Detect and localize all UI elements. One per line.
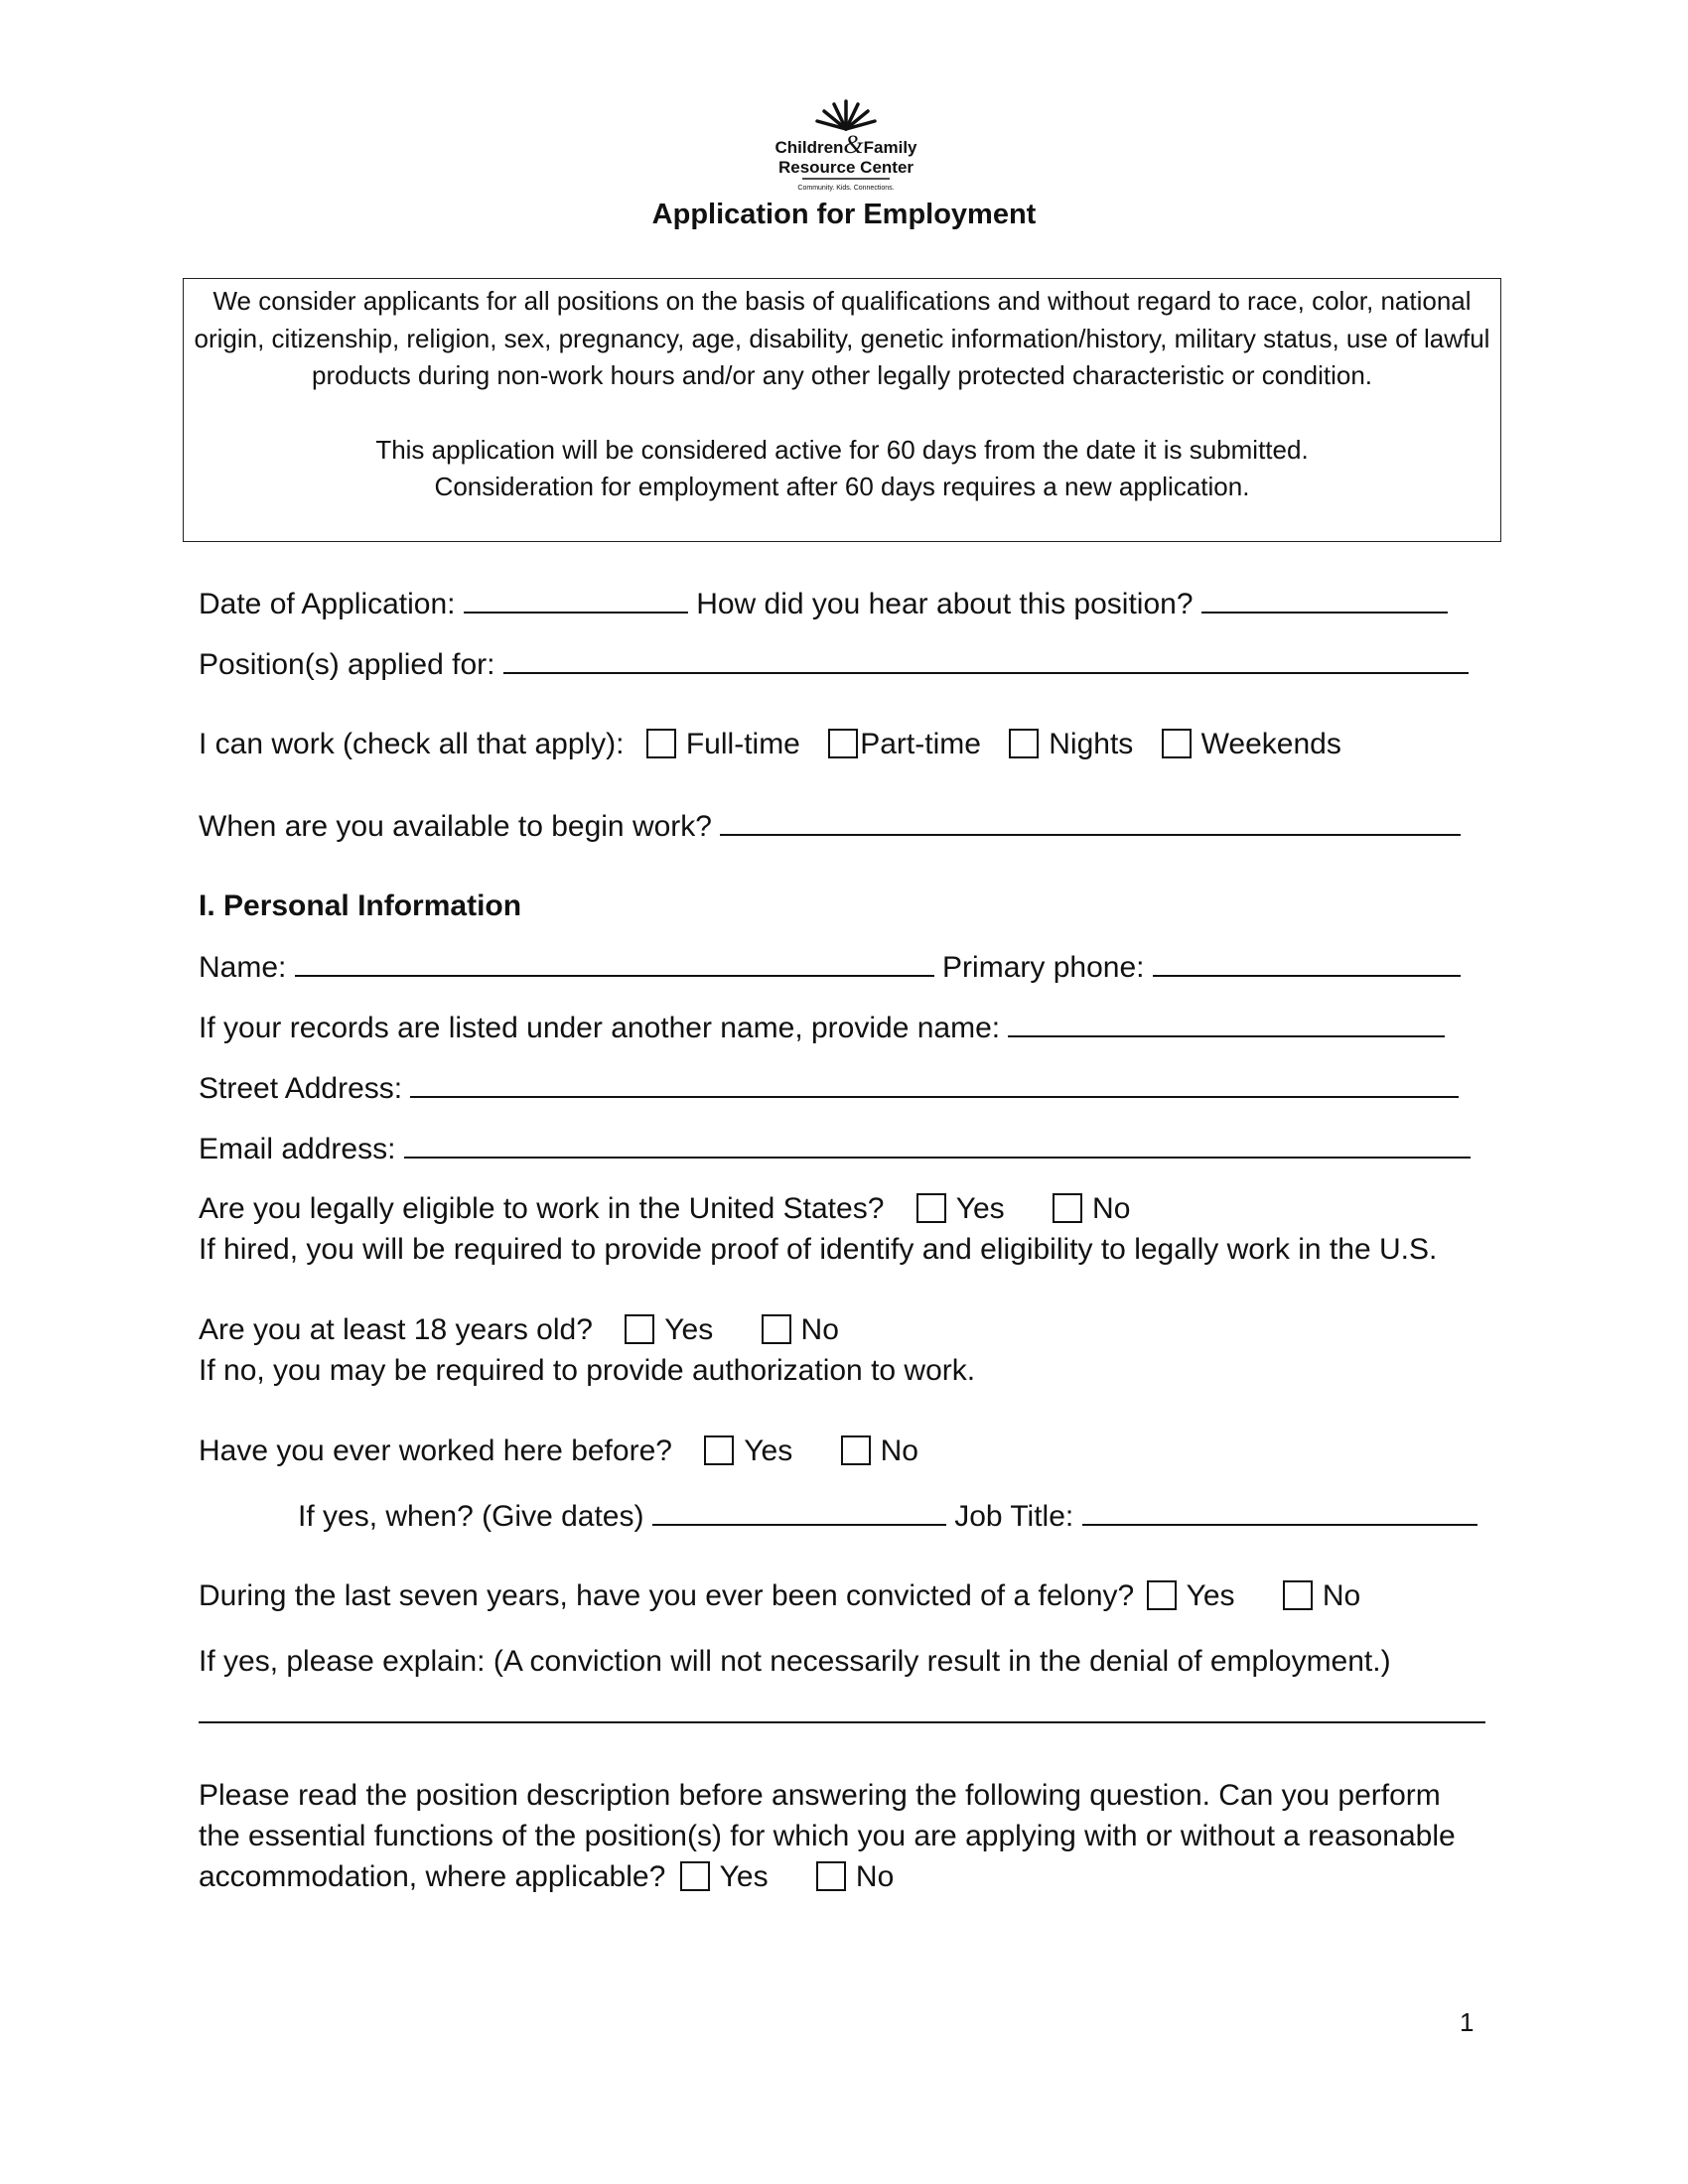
essential-yes-option: Yes (680, 1856, 769, 1897)
felony-explain-label: If yes, please explain: (A conviction will not necessarily result in the denial of employment.) (199, 1645, 1391, 1678)
eligible-no-option: No (1053, 1189, 1130, 1229)
row-felony (199, 1576, 1360, 1616)
age-no-checkbox[interactable] (762, 1314, 791, 1344)
part-time-checkbox[interactable] (828, 729, 858, 758)
available-begin-field[interactable] (720, 806, 1461, 836)
notice-paragraph-2-line-2: Consideration for employment after 60 days requires a new application. (434, 472, 1250, 501)
street-address-field[interactable] (410, 1068, 1459, 1098)
eligible-yes-option: Yes (916, 1189, 1005, 1229)
primary-phone-label: Primary phone: (942, 951, 1145, 984)
primary-phone-field[interactable] (1153, 947, 1461, 977)
if-yes-when-label: If yes, when? (Give dates) (298, 1500, 644, 1533)
other-name-label: If your records are listed under another name, provide name: (199, 1012, 1001, 1044)
felony-question: During the last seven years, have you ever been convicted of a felony? (199, 1579, 1135, 1612)
worked-before-yes-checkbox[interactable] (704, 1435, 734, 1465)
date-of-application-label: Date of Application: (199, 588, 456, 620)
option-nights: Nights (1009, 725, 1133, 764)
page-title: Application for Employment (651, 199, 1037, 230)
job-title-field[interactable] (1082, 1496, 1477, 1526)
age-note: If no, you may be required to provide authorization to work. (199, 1354, 976, 1387)
essential-functions-question: Please read the position description before answering the following question. Can you perform the essential functions of the position(s) for which you are applying with or without a reasonable accommodation, where applicable? (199, 1779, 1456, 1893)
row-age (199, 1310, 839, 1350)
logo-name-line1: Children&Family (774, 130, 917, 159)
worked-before-no-checkbox[interactable] (841, 1435, 871, 1465)
available-begin-label: When are you available to begin work? (199, 810, 712, 843)
positions-applied-label: Position(s) applied for: (199, 648, 495, 681)
job-title-label: Job Title: (954, 1500, 1074, 1533)
age-yes-checkbox[interactable] (625, 1314, 654, 1344)
worked-before-yes-option: Yes (704, 1432, 792, 1471)
row-name-phone (199, 947, 1461, 987)
essential-functions-paragraph (199, 1775, 1489, 1897)
full-time-checkbox[interactable] (646, 729, 676, 758)
row-date-source (199, 584, 1448, 623)
essential-no-checkbox[interactable] (816, 1861, 846, 1891)
sunburst-logo-icon (747, 95, 945, 195)
option-weekends: Weekends (1162, 725, 1341, 764)
eligible-yes-checkbox[interactable] (916, 1193, 946, 1223)
row-available (199, 806, 1461, 846)
row-eligible (199, 1189, 1130, 1229)
other-name-field[interactable] (1008, 1008, 1445, 1037)
eligible-no-checkbox[interactable] (1053, 1193, 1082, 1223)
row-positions (199, 644, 1469, 684)
email-label: Email address: (199, 1133, 396, 1165)
age-no-option: No (762, 1310, 839, 1350)
eligible-note: If hired, you will be required to provide proof of identify and eligibility to legally work in the U.S. (199, 1233, 1438, 1266)
email-field[interactable] (404, 1129, 1471, 1159)
worked-before-no-option: No (841, 1432, 918, 1471)
essential-yes-checkbox[interactable] (680, 1861, 710, 1891)
worked-dates-field[interactable] (652, 1496, 946, 1526)
eeo-notice-box (183, 278, 1501, 542)
name-label: Name: (199, 951, 287, 984)
can-work-label: I can work (check all that apply): (199, 728, 625, 760)
date-of-application-field[interactable] (464, 584, 688, 614)
logo-tagline: Community. Kids. Connections. (797, 185, 895, 192)
notice-paragraph-1: We consider applicants for all positions on the basis of qualifications and without regard to race, color, national origin, citizenship, religion, sex, pregnancy, age, disability, genetic information/history, military status, use of lawful products during non-work hours and/or any other legally protected characteristic or condition. (194, 286, 1490, 390)
felony-no-checkbox[interactable] (1283, 1580, 1313, 1610)
how-did-you-hear-field[interactable] (1201, 584, 1448, 614)
row-worked-before (199, 1432, 918, 1471)
felony-no-option: No (1283, 1576, 1360, 1616)
row-worked-dates (298, 1496, 1477, 1536)
notice-paragraph-2-line-1: This application will be considered active for 60 days from the date it is submitted. (375, 434, 1309, 465)
age-question: Are you at least 18 years old? (199, 1313, 593, 1346)
felony-yes-checkbox[interactable] (1147, 1580, 1177, 1610)
eligible-question: Are you legally eligible to work in the United States? (199, 1192, 885, 1225)
positions-applied-field[interactable] (503, 644, 1469, 674)
logo-name-line2: Resource Center (777, 158, 914, 177)
street-address-label: Street Address: (199, 1072, 403, 1105)
row-street-address (199, 1068, 1459, 1108)
essential-no-option: No (816, 1856, 894, 1897)
name-field[interactable] (295, 947, 934, 977)
nights-checkbox[interactable] (1009, 729, 1039, 758)
felony-explain-field[interactable] (199, 1694, 1485, 1723)
option-full-time: Full-time (646, 725, 800, 764)
worked-before-question: Have you ever worked here before? (199, 1434, 672, 1467)
row-felony-explain-line (199, 1694, 1485, 1733)
row-email (199, 1129, 1471, 1168)
felony-yes-option: Yes (1147, 1576, 1235, 1616)
row-other-name (199, 1008, 1445, 1047)
section-heading-personal: I. Personal Information (199, 889, 522, 922)
option-part-time: Part-time (828, 725, 981, 764)
how-did-you-hear-label: How did you hear about this position? (696, 588, 1194, 620)
age-yes-option: Yes (625, 1310, 713, 1350)
organization-logo (747, 95, 945, 195)
row-can-work (199, 725, 1341, 764)
weekends-checkbox[interactable] (1162, 729, 1192, 758)
page-number: 1 (1460, 2007, 1475, 2037)
